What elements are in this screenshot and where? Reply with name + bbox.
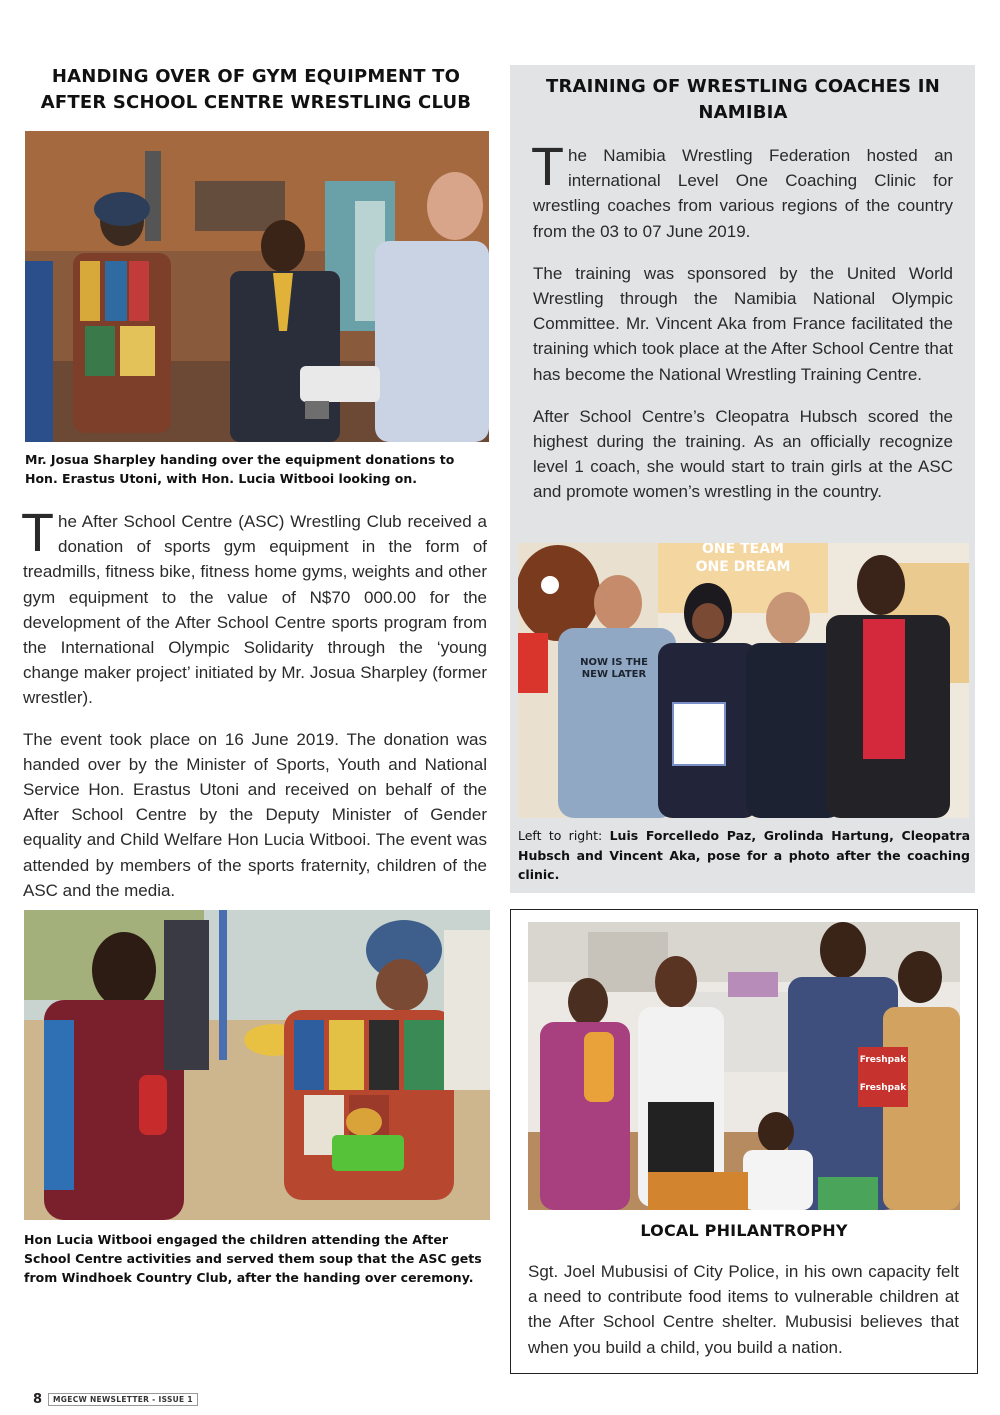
shirt-line-1: NOW IS THE bbox=[580, 657, 648, 668]
drop-cap: T bbox=[531, 137, 564, 197]
soup-photo-caption: Hon Lucia Witbooi engaged the children attending the After School Centre activities and served them soup that the ASC gets from Windhoek Country Club, after the handing over ceremony. bbox=[24, 1232, 482, 1285]
soup-serving-photo bbox=[24, 910, 490, 1220]
caption-prefix: Left to right: bbox=[518, 828, 610, 843]
left-article-body bbox=[21, 503, 487, 903]
gym-photo-caption: Mr. Josua Sharpley handing over the equipment donations to Hon. Erastus Utoni, with Hon. Lucia Witbooi looking on. bbox=[25, 452, 455, 486]
bread-label-2: Freshpak bbox=[859, 1083, 907, 1093]
right-paragraph-3: After School Centre’s Cleopatra Hubsch scored the highest during the training. As an officially recognize level 1 coach, she would start to train girls at the ASC and promote women’s wrestling in the country. bbox=[533, 406, 953, 502]
right-article-body bbox=[531, 137, 953, 505]
page-footer bbox=[33, 1392, 198, 1407]
philanthropy-body: Sgt. Joel Mubusisi of City Police, in his own capacity felt a need to contribute food items to vulnerable children at the After School Centre shelter. Mubusisi believes that when you build a child, you build a nation. bbox=[528, 1262, 959, 1357]
drop-cap: T bbox=[21, 503, 54, 563]
philanthropy-photo bbox=[528, 922, 960, 1210]
philanthropy-heading: LOCAL PHILANTROPHY bbox=[640, 1221, 848, 1240]
coaches-photo bbox=[518, 543, 969, 818]
right-paragraph-2: The training was sponsored by the United World Wrestling through the Namibia National Olympic Committee. Mr. Vincent Aka from France facilitated the training which took place at the After School Centre that has become the National Wrestling Training Centre. bbox=[533, 263, 953, 384]
banner-line-2: ONE DREAM bbox=[695, 559, 791, 575]
newsletter-tag: MGECW NEWSLETTER - ISSUE 1 bbox=[48, 1393, 198, 1406]
shirt-line-2: NEW LATER bbox=[581, 669, 647, 680]
right-paragraph-1 bbox=[531, 137, 953, 244]
left-paragraph-1 bbox=[21, 503, 487, 711]
page-number: 8 bbox=[33, 1392, 43, 1407]
right-article-heading: TRAINING OF WRESTLING COACHES IN NAMIBIA bbox=[546, 76, 940, 123]
caption-names: Luis Forcelledo Paz, Grolinda Hartung, Cleopatra Hubsch and Vincent Aka, pose for a photo after the coaching clinic. bbox=[518, 828, 971, 882]
gym-handover-photo bbox=[25, 131, 489, 442]
bread-label-1: Freshpak bbox=[859, 1055, 907, 1065]
left-paragraph-2: The event took place on 16 June 2019. The donation was handed over by the Minister of Sports, Youth and National Service Hon. Erastus Utoni and received on behalf of the After School Centre by the Deputy Minister of Gender equality and Child Welfare Hon Lucia Witbooi. The event was attended by members of the sports fraternity, children of the ASC and the media. bbox=[23, 729, 487, 900]
coaches-photo-caption bbox=[518, 826, 970, 885]
right-paragraph-1-text: he Namibia Wrestling Federation hosted an international Level One Coaching Clinic for wrestling coaches from various regions of the country from the 03 to 07 June 2019. bbox=[533, 146, 953, 241]
banner-line-1: ONE TEAM bbox=[702, 543, 784, 557]
left-article-heading: HANDING OVER OF GYM EQUIPMENT TO AFTER SCHOOL CENTRE WRESTLING CLUB bbox=[40, 66, 472, 113]
left-paragraph-1-text: he After School Centre (ASC) Wrestling Club received a donation of sports gym equipment in the form of treadmills, fitness bike, fitness home gyms, weights and other gym equipment to the value of N$70 000.00 for the development of the After School Centre sports program from the International Olympic Solidarity through the ‘young change maker project’ initiated by Mr. Josua Sharpley (former wrestler). bbox=[23, 512, 487, 708]
